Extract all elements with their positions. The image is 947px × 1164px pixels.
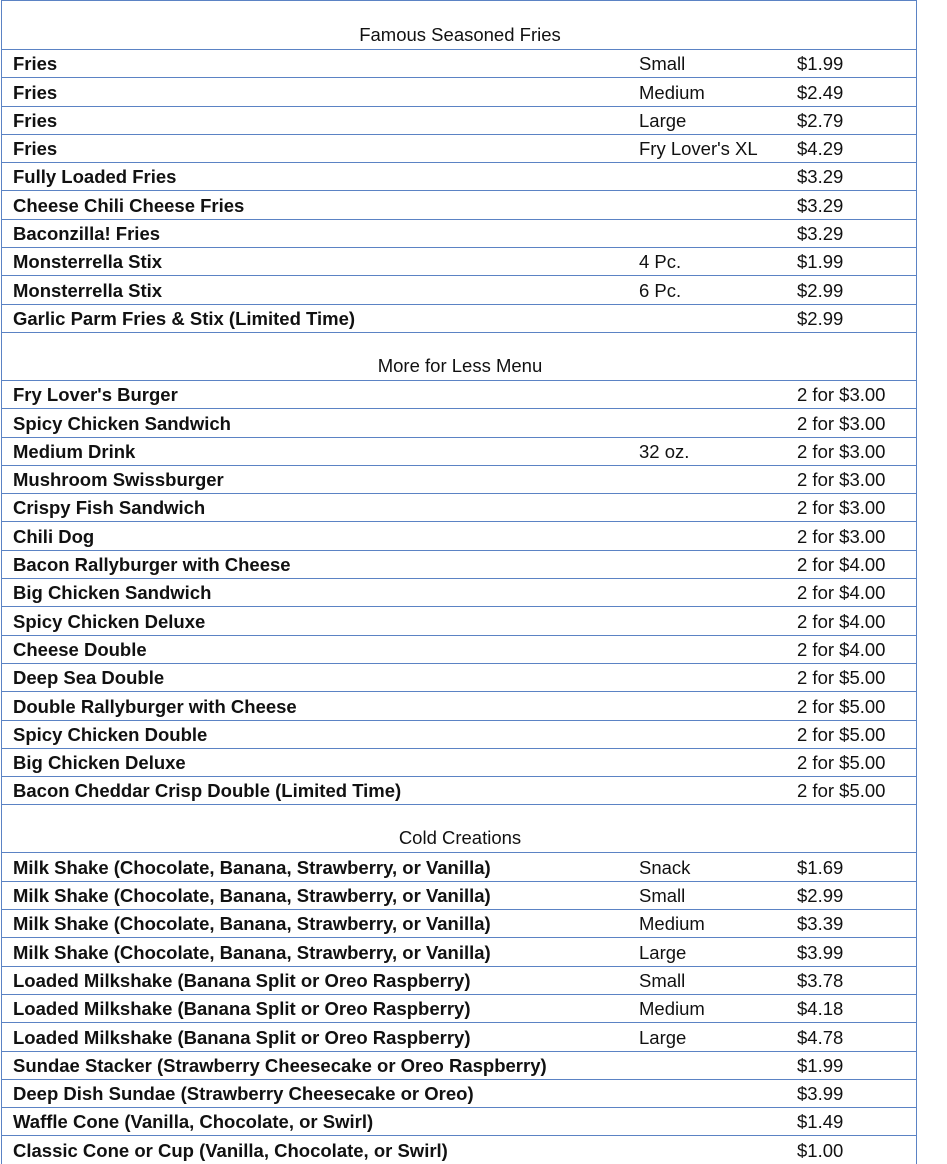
item-name: Spicy Chicken Double	[13, 723, 208, 745]
item-size: 32 oz.	[639, 440, 690, 462]
item-price: $1.49	[797, 1111, 844, 1133]
item-name: Baconzilla! Fries	[13, 223, 161, 245]
menu-row	[2, 162, 916, 190]
item-name: Garlic Parm Fries & Stix (Limited Time)	[13, 307, 356, 329]
item-name: Sundae Stacker (Strawberry Cheesecake or Oreo Raspberry)	[13, 1054, 547, 1076]
item-price: $1.99	[797, 53, 844, 75]
menu-row	[2, 606, 916, 634]
item-price: 2 for $5.00	[797, 723, 886, 745]
menu-row	[2, 408, 916, 436]
item-price: 2 for $5.00	[797, 667, 886, 689]
item-price: 2 for $5.00	[797, 752, 886, 774]
item-name: Milk Shake (Chocolate, Banana, Strawberry, or Vanilla)	[13, 856, 491, 878]
item-price: $3.29	[797, 166, 844, 188]
item-size: Large	[639, 1026, 687, 1048]
section-title: More for Less Menu	[377, 354, 543, 376]
menu-row	[2, 881, 916, 909]
item-name: Loaded Milkshake (Banana Split or Oreo Raspberry)	[13, 1026, 471, 1048]
item-name: Milk Shake (Chocolate, Banana, Strawberry, or Vanilla)	[13, 885, 491, 907]
item-price: $3.99	[797, 1083, 844, 1105]
item-price: 2 for $3.00	[797, 440, 886, 462]
section-header	[2, 1, 916, 49]
item-price: 2 for $3.00	[797, 525, 886, 547]
item-price: $3.29	[797, 194, 844, 216]
item-size: Medium	[639, 913, 705, 935]
item-name: Monsterrella Stix	[13, 279, 163, 301]
menu-row	[2, 776, 916, 804]
item-size: Small	[639, 885, 686, 907]
item-size: Large	[639, 109, 687, 131]
item-price: 2 for $5.00	[797, 780, 886, 802]
item-size: Snack	[639, 856, 691, 878]
item-name: Deep Sea Double	[13, 667, 165, 689]
item-name: Deep Dish Sundae (Strawberry Cheesecake or Oreo)	[13, 1083, 474, 1105]
section-header	[2, 804, 916, 852]
item-size: Fry Lover's XL	[639, 138, 758, 160]
menu-row	[2, 550, 916, 578]
item-price: $2.99	[797, 885, 844, 907]
item-name: Fully Loaded Fries	[13, 166, 177, 188]
item-size: Small	[639, 969, 686, 991]
menu-row	[2, 635, 916, 663]
item-price: $1.69	[797, 856, 844, 878]
menu-row	[2, 465, 916, 493]
menu-row	[2, 748, 916, 776]
item-name: Fries	[13, 81, 58, 103]
item-price: $3.99	[797, 941, 844, 963]
menu-row	[2, 106, 916, 134]
item-name: Cheese Chili Cheese Fries	[13, 194, 245, 216]
menu-row	[2, 966, 916, 994]
menu-row	[2, 437, 916, 465]
item-size: 6 Pc.	[639, 279, 682, 301]
item-price: 2 for $3.00	[797, 497, 886, 519]
item-size: 4 Pc.	[639, 251, 682, 273]
menu-row	[2, 247, 916, 275]
item-price: 2 for $3.00	[797, 384, 886, 406]
menu-row	[2, 1051, 916, 1079]
item-size: Medium	[639, 81, 705, 103]
item-price: $4.18	[797, 998, 844, 1020]
menu-row	[2, 1135, 916, 1163]
menu-row	[2, 219, 916, 247]
menu-row	[2, 1022, 916, 1050]
item-price: $1.99	[797, 1054, 844, 1076]
item-name: Fries	[13, 138, 58, 160]
item-price: $2.99	[797, 307, 844, 329]
menu-row	[2, 720, 916, 748]
section-title: Famous Seasoned Fries	[359, 24, 561, 45]
item-name: Loaded Milkshake (Banana Split or Oreo Raspberry)	[13, 998, 471, 1020]
section-header	[2, 332, 916, 380]
item-name: Fries	[13, 53, 58, 75]
item-price: 2 for $4.00	[797, 638, 886, 660]
item-name: Classic Cone or Cup (Vanilla, Chocolate, or Swirl)	[13, 1139, 448, 1161]
item-name: Big Chicken Sandwich	[13, 582, 212, 604]
menu-row	[2, 691, 916, 719]
item-name: Double Rallyburger with Cheese	[13, 695, 297, 717]
item-name: Spicy Chicken Deluxe	[13, 610, 206, 632]
menu-row	[2, 493, 916, 521]
item-name: Mushroom Swissburger	[13, 469, 224, 491]
item-price: $1.99	[797, 251, 844, 273]
item-name: Fry Lover's Burger	[13, 384, 178, 406]
item-name: Loaded Milkshake (Banana Split or Oreo Raspberry)	[13, 969, 471, 991]
menu-row	[2, 190, 916, 218]
item-price: $3.29	[797, 223, 844, 245]
menu-row	[2, 852, 916, 880]
item-price: $2.99	[797, 279, 844, 301]
item-price: $4.78	[797, 1026, 844, 1048]
item-name: Medium Drink	[13, 440, 136, 462]
item-price: 2 for $3.00	[797, 412, 886, 434]
menu-row	[2, 663, 916, 691]
item-price: $1.00	[797, 1139, 844, 1161]
item-name: Fries	[13, 109, 58, 131]
item-name: Cheese Double	[13, 638, 147, 660]
item-name: Bacon Rallyburger with Cheese	[13, 554, 291, 576]
item-size: Small	[639, 53, 686, 75]
item-price: 2 for $4.00	[797, 610, 886, 632]
item-name: Chili Dog	[13, 525, 95, 547]
item-name: Milk Shake (Chocolate, Banana, Strawberry, or Vanilla)	[13, 941, 491, 963]
menu-row	[2, 380, 916, 408]
item-name: Bacon Cheddar Crisp Double (Limited Time)	[13, 780, 402, 802]
item-name: Monsterrella Stix	[13, 251, 163, 273]
menu-row	[2, 1079, 916, 1107]
item-price: 2 for $4.00	[797, 554, 886, 576]
item-size: Large	[639, 941, 687, 963]
menu-row	[2, 994, 916, 1022]
menu-row	[2, 49, 916, 77]
item-price: 2 for $3.00	[797, 469, 886, 491]
item-name: Milk Shake (Chocolate, Banana, Strawberry, or Vanilla)	[13, 913, 491, 935]
item-price: $3.39	[797, 913, 844, 935]
menu-row	[2, 937, 916, 965]
item-price: $2.49	[797, 81, 844, 103]
item-price: 2 for $4.00	[797, 582, 886, 604]
item-price: 2 for $5.00	[797, 695, 886, 717]
menu-row	[2, 134, 916, 162]
item-price: $4.29	[797, 138, 844, 160]
item-name: Crispy Fish Sandwich	[13, 497, 206, 519]
item-name: Big Chicken Deluxe	[13, 752, 186, 774]
menu-row	[2, 275, 916, 303]
menu-row	[2, 1107, 916, 1135]
item-price: $3.78	[797, 969, 844, 991]
menu-row	[2, 521, 916, 549]
item-name: Waffle Cone (Vanilla, Chocolate, or Swirl)	[13, 1111, 374, 1133]
item-size: Medium	[639, 998, 705, 1020]
menu-row	[2, 578, 916, 606]
item-price: $2.79	[797, 109, 844, 131]
menu-row	[2, 304, 916, 332]
item-name: Spicy Chicken Sandwich	[13, 412, 231, 434]
section-title: Cold Creations	[398, 827, 522, 849]
menu-table	[1, 0, 917, 1164]
menu-row	[2, 909, 916, 937]
menu-row	[2, 77, 916, 105]
